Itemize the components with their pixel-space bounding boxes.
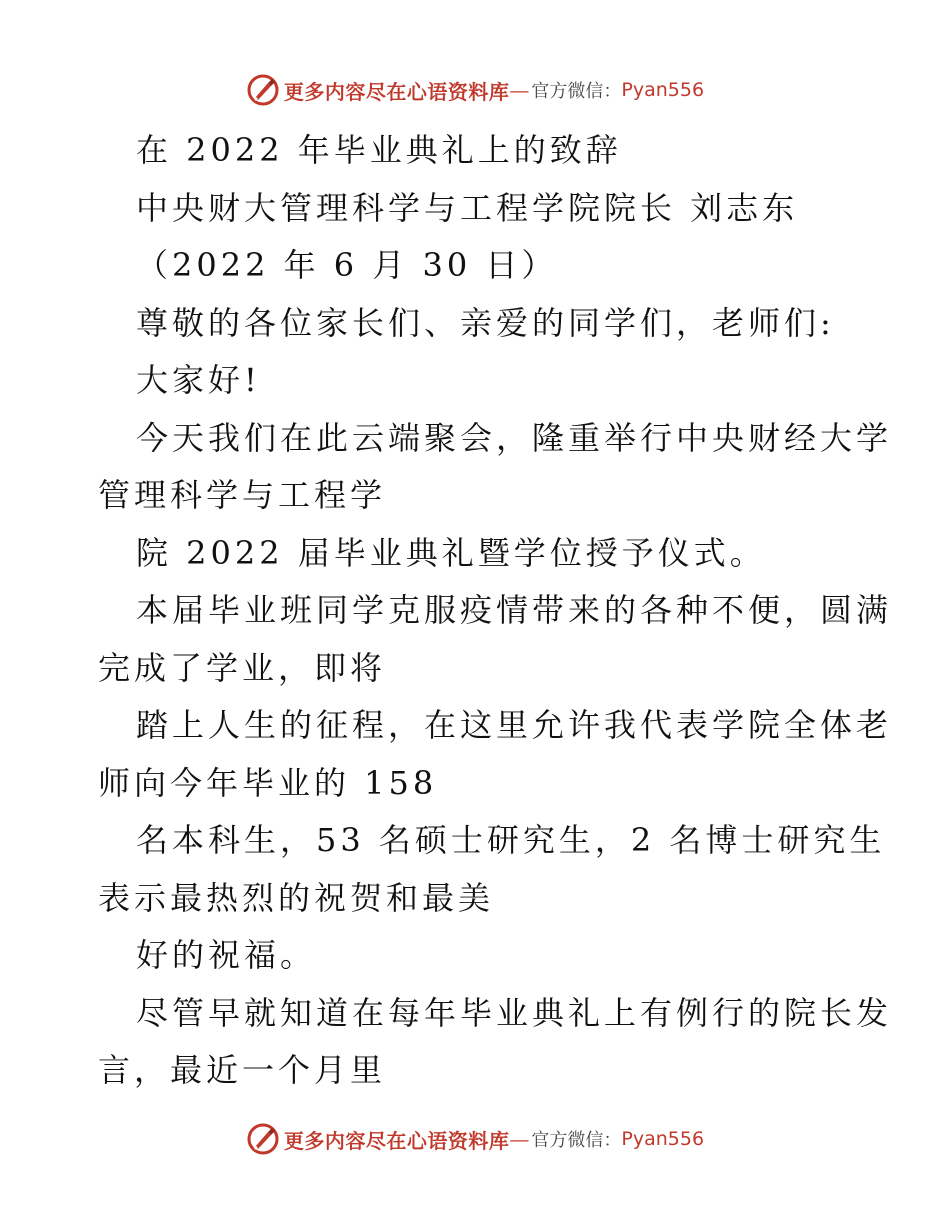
text-line: 踏上人生的征程，在这里允许我代表学院全体老 — [136, 706, 893, 744]
pen-logo-icon — [246, 73, 280, 107]
text-line: 今天我们在此云端聚会，隆重举行中央财经大学 — [136, 418, 893, 457]
banner-wechat-id: Pyan556 — [621, 79, 705, 101]
text-line: 名本科生，53 名硕士研究生，2 名博士研究生 — [136, 821, 886, 859]
banner-title: 更多内容尽在心语资料库 — [283, 1128, 510, 1153]
banner-wechat-id: Pyan556 — [621, 1128, 705, 1150]
text-line: 完成了学业，即将 — [98, 648, 387, 687]
text-line: 中央财大管理科学与工程学院院长 刘志东 — [136, 188, 799, 227]
banner-wechat-label: 官方微信： — [531, 1130, 622, 1151]
banner-dash: — — [509, 78, 530, 102]
text-line: 尽管早就知道在每年毕业典礼上有例行的院长发 — [136, 993, 893, 1032]
text-line: 管理科学与工程学 — [98, 476, 387, 514]
text-line: 在 2022 年毕业典礼上的致辞 — [136, 131, 622, 169]
text-line: 言，最近一个月里 — [98, 1051, 387, 1089]
document-body — [98, 122, 893, 1100]
text-line: 表示最热烈的祝贺和最美 — [98, 878, 495, 917]
text-line: 本届毕业班同学克服疫情带来的各种不便，圆满 — [136, 591, 893, 629]
footer-watermark-banner — [0, 1121, 950, 1157]
text-line: 大家好! — [136, 361, 261, 399]
text-line: 院 2022 届毕业典礼暨学位授予仪式。 — [136, 533, 766, 572]
header-watermark-banner — [0, 72, 950, 108]
text-line: 尊敬的各位家长们、亲爱的同学们，老师们: — [136, 303, 835, 342]
banner-dash: — — [509, 1127, 530, 1151]
banner-title: 更多内容尽在心语资料库 — [283, 79, 510, 104]
banner-wechat-label: 官方微信： — [531, 81, 622, 102]
text-line: （2022 年 6 月 30 日） — [136, 246, 558, 284]
text-line: 师向今年毕业的 158 — [98, 763, 438, 802]
text-line: 好的祝福。 — [136, 936, 317, 974]
pen-logo-icon — [246, 1122, 280, 1156]
